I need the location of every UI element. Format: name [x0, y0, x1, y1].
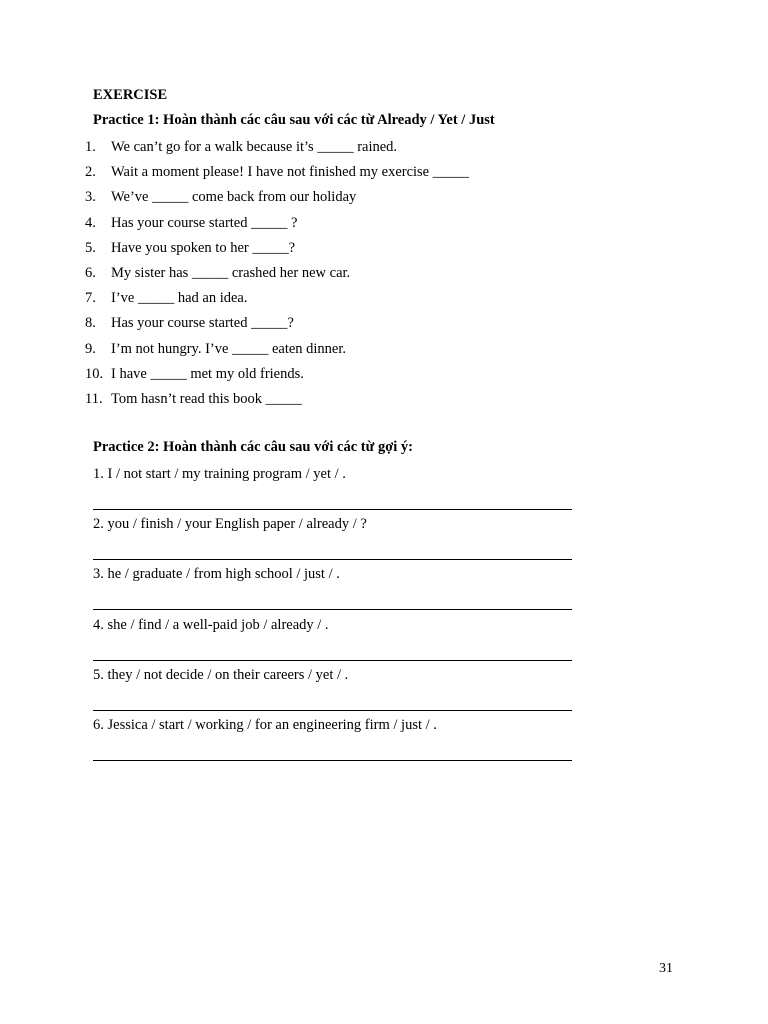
exercise-heading: EXERCISE: [93, 87, 168, 103]
practice-1-title: Practice 1: Hoàn thành các câu sau với các từ Already / Yet / Just: [93, 112, 495, 128]
practice-2-item: [93, 464, 573, 510]
practice-1-list: [85, 137, 469, 414]
prompt-text: 2. you / finish / your English paper / already / ?: [93, 516, 367, 532]
item-number: 3.: [85, 189, 96, 206]
practice-2-item: [93, 715, 573, 761]
item-number: 7.: [85, 290, 96, 307]
page-number: 31: [659, 961, 673, 976]
list-item: [85, 389, 469, 414]
item-number: 8.: [85, 315, 96, 332]
prompt-text: 1. I / not start / my training program / yet / .: [93, 466, 346, 482]
list-item: [85, 288, 469, 313]
list-item: [85, 238, 469, 263]
prompt-text: 5. they / not decide / on their careers / yet / .: [93, 667, 349, 683]
practice-2-item: [93, 615, 573, 661]
item-text: We’ve _____ come back from our holiday: [111, 189, 357, 206]
item-text: Wait a moment please! I have not finished my exercise _____: [111, 164, 469, 181]
item-number: 6.: [85, 264, 96, 281]
prompt-text: 6. Jessica / start / working / for an engineering firm / just / .: [93, 717, 437, 733]
list-item: [85, 137, 469, 162]
practice-2-item: [93, 564, 573, 610]
prompt-text: 4. she / find / a well-paid job / already / .: [93, 617, 329, 633]
list-item: [85, 162, 469, 187]
answer-line[interactable]: [93, 760, 572, 761]
item-text: My sister has _____ crashed her new car.: [111, 264, 351, 281]
item-text: Has your course started _____ ?: [111, 214, 298, 231]
item-text: I have _____ met my old friends.: [111, 365, 304, 382]
answer-line[interactable]: [93, 559, 572, 560]
item-text: Tom hasn’t read this book _____: [111, 390, 302, 407]
list-item: [85, 187, 469, 212]
prompt-text: 3. he / graduate / from high school / just / .: [93, 566, 340, 582]
item-number: 2.: [85, 164, 96, 181]
list-item: [85, 263, 469, 288]
item-number: 9.: [85, 340, 96, 357]
item-number: 11.: [85, 390, 103, 407]
answer-line[interactable]: [93, 710, 572, 711]
list-item: [85, 339, 469, 364]
item-number: 4.: [85, 214, 96, 231]
list-item: [85, 364, 469, 389]
answer-line[interactable]: [93, 609, 572, 610]
list-item: [85, 313, 469, 338]
item-text: We can’t go for a walk because it’s _____ rained.: [111, 139, 398, 155]
practice-2-item: [93, 665, 573, 711]
practice-2-title: Practice 2: Hoàn thành các câu sau với các từ gợi ý:: [93, 439, 413, 455]
item-text: I’ve _____ had an idea.: [111, 290, 248, 307]
answer-line[interactable]: [93, 509, 572, 510]
item-text: Have you spoken to her _____?: [111, 239, 296, 256]
item-number: 5.: [85, 239, 96, 256]
item-number: 10.: [85, 365, 104, 382]
item-text: Has your course started _____?: [111, 315, 294, 332]
answer-line[interactable]: [93, 660, 572, 661]
practice-2-item: [93, 514, 573, 560]
item-number: 1.: [85, 139, 96, 155]
list-item: [85, 213, 469, 238]
item-text: I’m not hungry. I’ve _____ eaten dinner.: [111, 340, 347, 357]
